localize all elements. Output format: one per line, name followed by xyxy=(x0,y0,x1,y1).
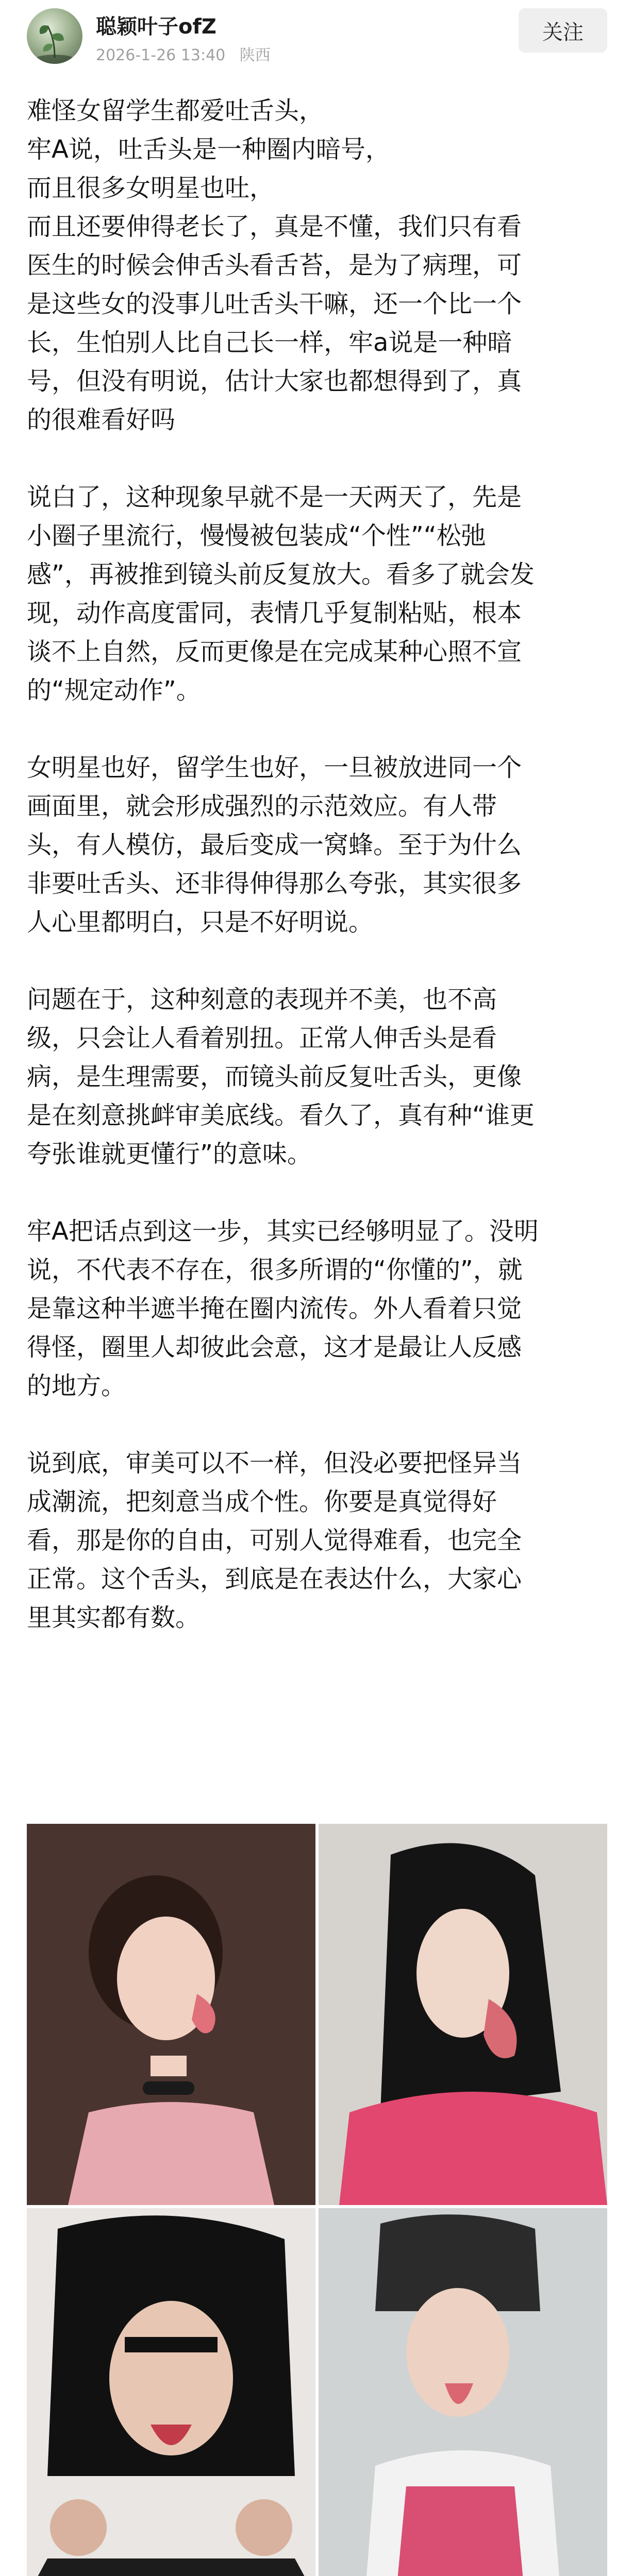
text-line: 的地方。 xyxy=(27,1371,126,1400)
avatar-plant-icon xyxy=(27,8,82,64)
text-line: 画面里，就会形成强烈的示范效应。有人带 xyxy=(27,792,497,821)
text-line: 号，但没有明说，估计大家也都想得到了，真 xyxy=(27,367,522,396)
photo-bottom-left[interactable] xyxy=(27,2208,315,2576)
text-line: 得怪，圈里人却彼此会意，这才是最让人反感 xyxy=(27,1333,522,1362)
post-location: 陕西 xyxy=(239,46,271,64)
text-line: 小圈子里流行，慢慢被包装成“个性”“松弛 xyxy=(27,521,486,550)
photo-top-right[interactable] xyxy=(319,1824,607,2205)
text-line: 正常。这个舌头，到底是在表达什么，大家心 xyxy=(27,1565,522,1594)
paragraph xyxy=(27,478,609,710)
text-line: 是在刻意挑衅审美底线。看久了，真有种“谁更 xyxy=(27,1101,535,1130)
text-line: 说到底，审美可以不一样，但没必要把怪异当 xyxy=(27,1449,522,1478)
text-line: 级，只会让人看着别扭。正常人伸舌头是看 xyxy=(27,1024,497,1053)
text-line: 的很难看好吗 xyxy=(27,405,176,434)
text-line: 而且很多女明星也吐， xyxy=(27,174,275,202)
photo-top-left[interactable] xyxy=(27,1824,315,2205)
text-line: 是靠这种半遮半掩在圈内流传。外人看着只觉 xyxy=(27,1294,522,1323)
text-line: 非要吐舌头、还非得伸得那么夸张，其实很多 xyxy=(27,869,522,898)
paragraph xyxy=(27,1212,609,1405)
text-line: 长，生怕别人比自己长一样，牢a说是一种暗 xyxy=(27,328,512,357)
text-line: 感”，再被推到镜头前反复放大。看多了就会发 xyxy=(27,560,535,589)
photo-grid xyxy=(27,1824,607,2576)
text-line: 的“规定动作”。 xyxy=(27,676,201,705)
paragraph xyxy=(27,1444,609,1637)
text-line: 难怪女留学生都爱吐舌头， xyxy=(27,96,324,125)
text-line: 说白了，这种现象早就不是一天两天了，先是 xyxy=(27,483,522,512)
text-line: 人心里都明白，只是不好明说。 xyxy=(27,908,374,937)
text-line: 问题在于，这种刻意的表现并不美，也不高 xyxy=(27,985,497,1014)
post-meta xyxy=(96,42,280,65)
text-line: 医生的时候会伸舌头看舌苔，是为了病理，可 xyxy=(27,251,522,280)
text-line: 病，是生理需要，而镜头前反复吐舌头，更像 xyxy=(27,1062,522,1091)
text-line: 看，那是你的自由，可别人觉得难看，也完全 xyxy=(27,1526,522,1555)
text-line: 现，动作高度雷同，表情几乎复制粘贴，根本 xyxy=(27,599,522,628)
text-line: 里其实都有数。 xyxy=(27,1603,201,1632)
author-name[interactable]: 聪颖叶子ofZ xyxy=(96,15,216,39)
text-line: 女明星也好，留学生也好，一旦被放进同一个 xyxy=(27,753,522,782)
text-line: 牢A说，吐舌头是一种圈内暗号， xyxy=(27,135,390,164)
post-body xyxy=(27,92,609,1676)
text-line: 夸张谁就更懂行”的意味。 xyxy=(27,1140,312,1168)
post-date: 2026-1-26 13:40 xyxy=(96,46,226,64)
follow-button[interactable]: 关注 xyxy=(519,8,607,53)
author-avatar[interactable] xyxy=(27,8,82,64)
text-line: 是这些女的没事儿吐舌头干嘛，还一个比一个 xyxy=(27,290,522,318)
text-line: 而且还要伸得老长了，真是不懂，我们只有看 xyxy=(27,212,522,241)
text-line: 谈不上自然，反而更像是在完成某种心照不宣 xyxy=(27,637,522,666)
text-line: 牢A把话点到这一步，其实已经够明显了。没明 xyxy=(27,1217,539,1246)
paragraph xyxy=(27,980,609,1174)
text-line: 成潮流，把刻意当成个性。你要是真觉得好 xyxy=(27,1487,497,1516)
paragraph xyxy=(27,749,609,942)
text-line: 头，有人模仿，最后变成一窝蜂。至于为什么 xyxy=(27,831,522,859)
post-header xyxy=(0,0,633,88)
photo-bottom-right[interactable] xyxy=(319,2208,607,2576)
paragraph xyxy=(27,92,609,439)
text-line: 说，不代表不存在，很多所谓的“你懂的”，就 xyxy=(27,1256,523,1284)
